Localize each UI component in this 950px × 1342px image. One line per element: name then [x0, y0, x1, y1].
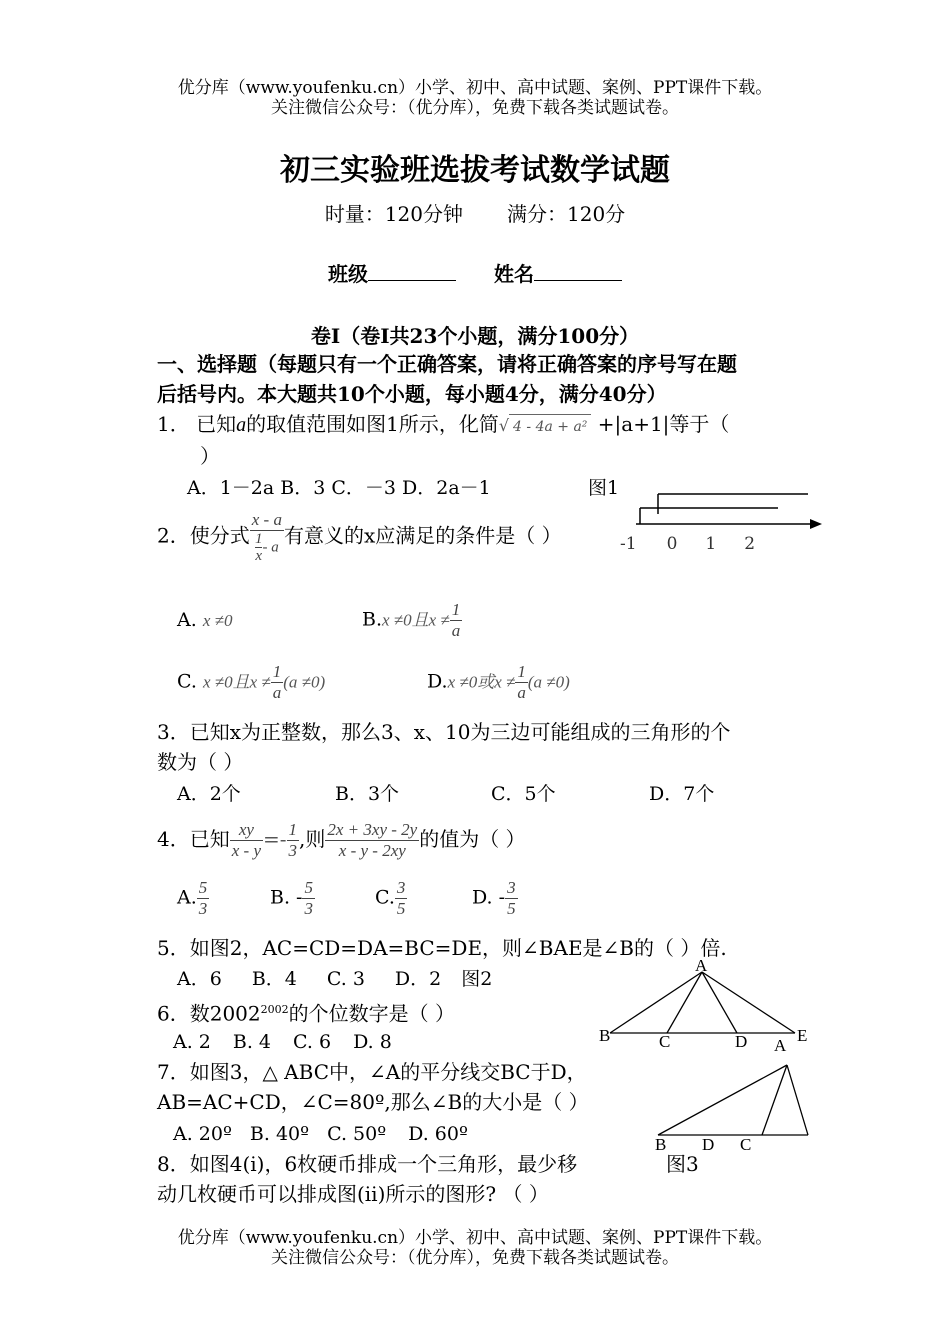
q3-line-2: 数为（ ） — [157, 750, 244, 774]
frac-den: 3 — [304, 899, 313, 918]
fig3-label-c: C — [740, 1135, 752, 1154]
fig2-label-c: C — [659, 1032, 671, 1050]
fig1-arrow-icon — [810, 519, 822, 529]
q2-opt-d-label: D. — [427, 670, 448, 693]
fig2-label: 图2 — [461, 968, 493, 990]
frac-num: 3 — [507, 878, 516, 897]
student-info — [0, 258, 950, 287]
q6-text-a: 6．数2002 — [157, 1001, 261, 1026]
q5-opt-d: D．2 — [394, 968, 442, 990]
q1-stem — [157, 412, 729, 439]
q4-eq: =- — [263, 827, 287, 851]
opt-frac — [302, 878, 315, 919]
q6-options — [173, 1030, 392, 1054]
q1-radical: 4 - 4a + a² — [509, 414, 591, 439]
fig2-label-a: A — [695, 956, 708, 975]
q7-line-2: AB=AC+CD，∠C=80º,那么∠B的大小是（ ） — [157, 1090, 589, 1114]
frac-num: 5 — [304, 878, 313, 897]
q1-text-b: 的取值范围如图1所示，化简 — [246, 412, 499, 436]
q4-text-a: 4．已知 — [157, 827, 230, 851]
q1-options: A．1－2a B．3 C．－3 D．2a－1 — [187, 477, 491, 499]
q7-opt-d: D. 60º — [408, 1123, 468, 1145]
fig2-label-d: D — [735, 1032, 748, 1050]
fig3-bisector-ad — [762, 1065, 787, 1135]
q5-opt-c: C. 3 — [326, 968, 365, 990]
frac-den: 3 — [198, 899, 208, 918]
q4-frac-1 — [230, 820, 263, 861]
header-line-2: 关注微信公众号：（优分库），免费下载各类试题试卷。 — [271, 98, 679, 118]
frac-num: 5 — [198, 878, 208, 897]
axis-label-2: 2 — [744, 534, 756, 554]
opt-frac — [505, 878, 518, 919]
q2-opt-d-tail: (a ≠0) — [527, 672, 570, 692]
frac-den: 3 — [288, 841, 298, 860]
frac-num: xy — [230, 820, 263, 841]
q6-text-b: 的个位数字是（ ） — [288, 1001, 455, 1026]
fig3-side-ab — [658, 1065, 787, 1135]
q3-line-1: 3．已知x为正整数，那么3、x、10为三边可能组成的三角形的个 — [157, 720, 731, 744]
q2-opt-a-text: x ≠0 — [202, 611, 233, 630]
q2-opt-d-text: x ≠0或x ≠ — [447, 672, 516, 692]
q2-opt-c-text: x ≠0且x ≠ — [202, 672, 271, 692]
fig2-side-ac — [667, 972, 702, 1033]
q2-frac-top: x - a — [251, 510, 282, 529]
q2-opt-a-label: A. — [177, 609, 197, 631]
q2-opt-b-text: x ≠0且x ≠ — [382, 610, 450, 630]
q6-exponent: 2002 — [260, 1003, 289, 1016]
axis-label-minus-1: -1 — [620, 534, 637, 554]
frac-den: x - y — [231, 841, 261, 860]
section-heading-2: 后括号内。本大题共10个小题，每小题4分，满分40分） — [157, 382, 667, 406]
q5-stem: 5．如图2，AC=CD=DA=BC=DE，则∠BAE是∠B的（ ）倍. — [157, 936, 727, 960]
footer-line-2: 关注微信公众号：（优分库），免费下载各类试题试卷。 — [271, 1248, 679, 1268]
q5-opt-b: B．4 — [251, 968, 297, 990]
fig3-side-ac — [787, 1065, 808, 1135]
fig1-axis-labels — [620, 532, 755, 556]
time-info: 时量：120分钟 — [324, 202, 463, 226]
exam-info — [0, 198, 950, 227]
frac-den: 5 — [396, 899, 406, 918]
opt-label: B. - — [270, 886, 303, 909]
frac-num: 1 — [288, 820, 298, 839]
fig2-label-e: E — [797, 1026, 808, 1045]
fig3-label: 图3 — [666, 1152, 699, 1176]
footer-line-1: 优分库（www.youfenku.cn）小学、初中、高中试题、案例、PPT课件下载。 — [177, 1228, 773, 1248]
q2-text-b: 有意义的x应满足的条件是（ ） — [283, 523, 562, 548]
frac-den: a — [517, 683, 526, 702]
page-title: 初三实验班选拔考试数学试题 — [280, 153, 670, 188]
q1-var: a — [236, 414, 247, 436]
q2-text-a: 2．使分式 — [157, 523, 250, 548]
q7-opt-c: C. 50º — [327, 1123, 387, 1145]
name-label: 姓名 — [494, 262, 534, 286]
q8-line-1: 8．如图4(ⅰ)，6枚硬币排成一个三角形，最少移 — [157, 1152, 578, 1176]
q3-opt-d: D．7个 — [649, 783, 715, 805]
q4-opt-d — [472, 878, 518, 919]
fig3-label-d: D — [702, 1135, 715, 1154]
opt-label: C. — [375, 886, 395, 909]
q2-opt-c-tail: (a ≠0) — [283, 672, 326, 692]
q4-stem — [157, 820, 526, 861]
q2-option-a — [177, 608, 232, 633]
q1-text-a: 1． 已知 — [157, 412, 237, 436]
fig2-side-ab — [610, 972, 702, 1033]
q5-options — [177, 967, 492, 991]
fig2-side-ad — [702, 972, 737, 1033]
q3-opt-b: B．3个 — [335, 783, 400, 805]
q6-opt-a: A. 2 — [173, 1031, 211, 1053]
q2-opt-c-label: C. — [177, 670, 197, 693]
fig3-label-b: B — [655, 1135, 667, 1154]
q2-inner-num: 1 — [254, 531, 263, 547]
q6-stem — [157, 998, 455, 1026]
radical-icon: √ — [498, 416, 510, 435]
opt-frac — [395, 878, 408, 919]
q2-opt-b-frac — [450, 600, 463, 641]
q7-opt-a: A. 20º — [173, 1123, 232, 1145]
q8-line-2: 动几枚硬币可以排成图(ⅱ)所示的图形? （ ） — [157, 1182, 549, 1206]
section-heading-1: 一、选择题（每题只有一个正确答案，请将正确答案的序号写在题 — [157, 352, 737, 376]
q2-inner-den: x — [255, 548, 263, 564]
q6-opt-d: D. 8 — [353, 1031, 392, 1053]
q7-line-1: 7．如图3，△ ABC中，∠A的平分线交BC于D， — [157, 1060, 587, 1084]
q7-opt-b: B. 40º — [249, 1123, 310, 1145]
q2-option-b — [362, 600, 462, 641]
q2-inner-tail: - a — [262, 539, 279, 556]
q6-opt-c: C. 6 — [293, 1031, 332, 1053]
volume-heading: 卷Ⅰ（卷Ⅰ共23个小题，满分100分） — [310, 324, 640, 348]
frac-num: 3 — [396, 878, 406, 897]
class-label: 班级 — [328, 262, 368, 286]
frac-den: a — [451, 621, 461, 640]
q1-text-c: +|a+1|等于（ — [597, 412, 730, 436]
q2-opt-c-frac — [271, 662, 284, 703]
header-line-1: 优分库（www.youfenku.cn）小学、初中、高中试题、案例、PPT课件下载。 — [177, 78, 773, 98]
q3-opt-c: C．5个 — [491, 783, 556, 805]
axis-label-0: 0 — [666, 534, 678, 554]
q4-opt-c — [375, 878, 407, 919]
q2-option-c — [177, 662, 325, 703]
frac-num: 2x + 3xy - 2y — [327, 820, 418, 839]
frac-num: 1 — [272, 662, 282, 681]
fig3-triangle — [650, 1035, 820, 1155]
q4-text-b: ,则 — [299, 827, 326, 851]
q2-opt-b-label: B. — [362, 608, 383, 631]
q2-fraction — [250, 510, 284, 564]
opt-frac — [197, 878, 210, 919]
q5-opt-a: A．6 — [177, 968, 222, 990]
frac-den: a — [272, 683, 282, 702]
q2-frac-bottom — [250, 531, 284, 564]
q2-stem — [157, 510, 562, 564]
fig1-label: 图1 — [588, 477, 620, 499]
q4-frac-3 — [325, 820, 419, 861]
frac-num: 1 — [517, 662, 526, 681]
fig1-number-line — [628, 486, 828, 532]
q7-options — [173, 1122, 468, 1146]
q4-opt-b — [270, 878, 315, 919]
axis-label-1: 1 — [705, 534, 717, 554]
fig3-label-a: A — [774, 1036, 787, 1055]
opt-label: A. — [177, 886, 197, 909]
score-info: 满分：120分 — [507, 202, 626, 226]
fig2-side-ae — [702, 972, 795, 1033]
name-blank[interactable] — [534, 260, 622, 281]
opt-label: D. - — [472, 886, 506, 909]
frac-num: 1 — [451, 600, 461, 619]
frac-den: 5 — [507, 899, 516, 918]
q3-opt-a: A．2个 — [177, 783, 241, 805]
q2-option-d — [427, 662, 570, 703]
q4-frac-2 — [287, 820, 300, 861]
q2-opt-d-frac — [515, 662, 528, 703]
q4-opt-a — [177, 878, 209, 919]
q1-stem-end: ） — [200, 444, 220, 468]
class-blank[interactable] — [368, 260, 456, 281]
q4-text-c: 的值为（ ） — [419, 827, 526, 851]
frac-den: x - y - 2xy — [338, 841, 406, 860]
fig2-label-b: B — [599, 1026, 611, 1045]
q6-opt-b: B. 4 — [232, 1031, 272, 1053]
